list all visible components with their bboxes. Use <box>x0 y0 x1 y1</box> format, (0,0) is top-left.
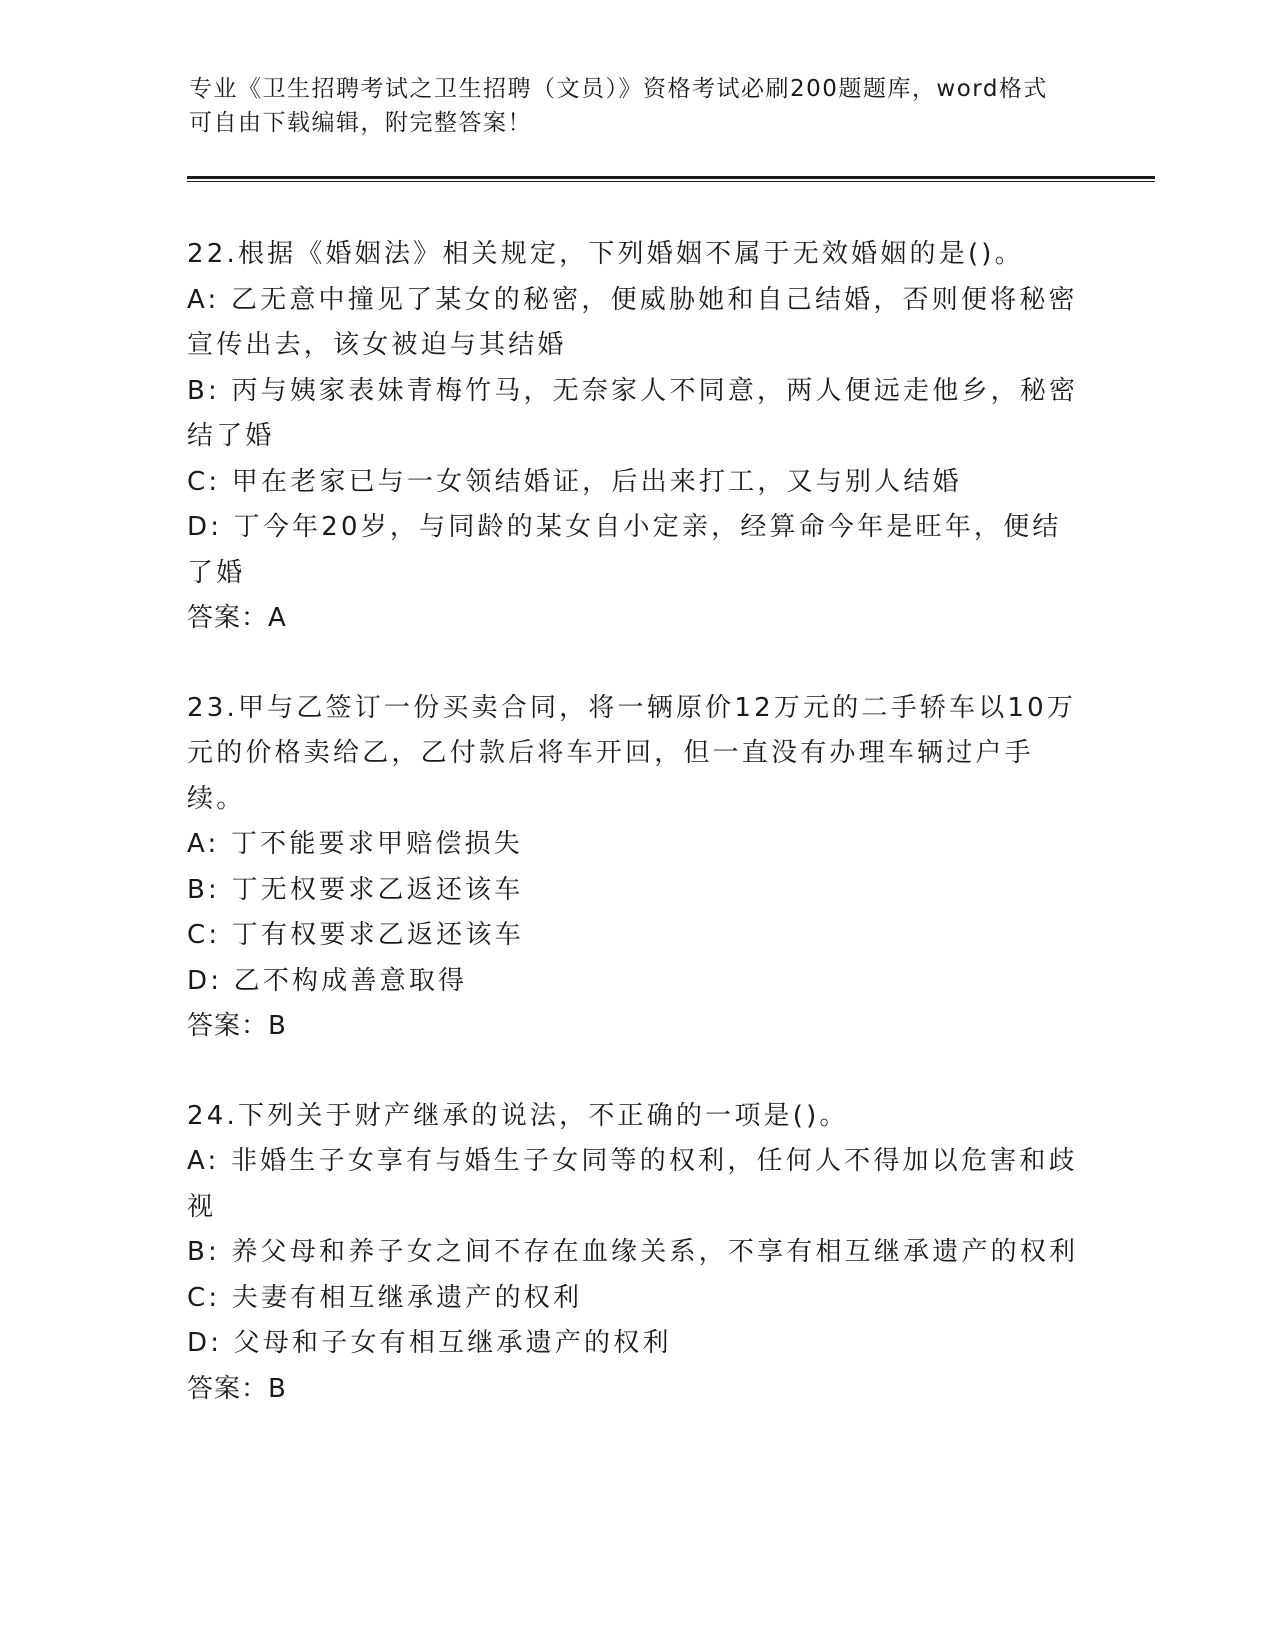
option-a: A: 非婚生子女享有与婚生子女同等的权利，任何人不得加以危害和歧视 <box>187 1146 1078 1222</box>
answer-label: 答案：B <box>187 1373 287 1404</box>
option-a: A: 乙无意中撞见了某女的秘密，便威胁她和自己结婚，否则便将秘密宣传出去，该女被迫与其结婚 <box>187 284 1078 360</box>
option-c: C: 甲在老家已与一女领结婚证，后出来打工，又与别人结婚 <box>187 466 962 497</box>
header-rule-thin <box>187 181 1155 182</box>
question-text: 23.甲与乙签订一份买卖合同，将一辆原价12万元的二手轿车以10万元的价格卖给乙，乙付款后将车开回，但一直没有办理车辆过户手续。 <box>187 692 1077 814</box>
question-text: 24.下列关于财产继承的说法，不正确的一项是()。 <box>187 1100 849 1131</box>
option-a: A: 丁不能要求甲赔偿损失 <box>187 829 523 859</box>
option-c: C: 夫妻有相互继承遗产的权利 <box>187 1282 583 1313</box>
question-text: 22.根据《婚姻法》相关规定，下列婚姻不属于无效婚姻的是()。 <box>187 239 1024 269</box>
answer-label: 答案：B <box>187 1011 287 1041</box>
option-c: C: 丁有权要求乙返还该车 <box>187 920 524 950</box>
document-header: 专业《卫生招聘考试之卫生招聘（文员）》资格考试必刷200题题库，word格式可自由下载编辑，附完整答案！ <box>189 76 1048 136</box>
option-d: D: 丁今年20岁，与同龄的某女自小定亲，经算命今年是旺年，便结了婚 <box>187 512 1062 588</box>
answer-label: 答案：A <box>187 603 287 633</box>
option-b: B: 养父母和养子女之间不存在血缘关系，不享有相互继承遗产的权利 <box>187 1237 1079 1267</box>
question-24 <box>187 1094 1087 1413</box>
option-d: D: 父母和子女有相互继承遗产的权利 <box>187 1328 672 1358</box>
question-22 <box>187 232 1087 642</box>
question-23 <box>187 686 1087 1050</box>
header-rule-thick <box>187 176 1155 179</box>
option-b: B: 丙与姨家表妹青梅竹马，无奈家人不同意，两人便远走他乡，秘密结了婚 <box>187 375 1079 451</box>
option-d: D: 乙不构成善意取得 <box>187 965 468 996</box>
option-b: B: 丁无权要求乙返还该车 <box>187 874 524 905</box>
question-list <box>187 232 1087 1456</box>
